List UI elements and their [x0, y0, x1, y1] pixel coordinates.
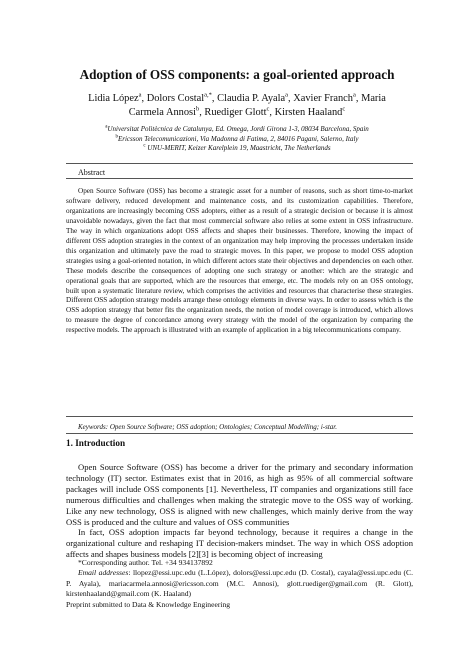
affiliation	[56, 135, 418, 145]
author-affiliation-mark: a	[138, 91, 142, 99]
abstract-bottom-rule	[66, 416, 413, 417]
author-name: Xavier Franch	[293, 93, 353, 104]
author-affiliation-mark: a	[285, 91, 289, 99]
author-name: Carmela Annosi	[128, 107, 196, 118]
affiliation-text: Universitat Politècnica de Catalunya, Ed. Omega, Jordi Girona 1-3, 08034 Barcelona, Spain	[107, 125, 369, 133]
abstract-top-rule	[66, 163, 413, 164]
author-affiliation-mark: c	[342, 105, 346, 113]
author-affiliation-mark: a,*	[204, 91, 212, 99]
email-list: : llopez@essi.upc.edu (L.López), dolors@essi.upc.edu (D. Costal), cayala@essi.upc.edu (C. P. Ayala), mariacarmela.annosi@ericsson.com (M.C. Annosi), glott.ruediger@gmail.com (R. Glott), kirstenhaaland@gmail.com (K. Haaland)	[66, 568, 413, 599]
abstract-text: Open Source Software (OSS) has become a strategic asset for a number of reasons, such as short time-to-market software delivery, reduced development and maintenance costs, and its customization capabilities. Therefore, organizations are increasingly becoming OSS adopters, either as a result of a strategic decision or because it is almost unavoidable nowadays, given the fact that most commercial software also relies at some extent in OSS infrastructure. The way in which organizations adopt OSS affects and shapes their businesses. Therefore, knowing the impact of different OSS adoption strategies in the context of an organization may help improving the processes undertaken inside this organization and ultimately pave the road to strategic moves. In this paper, we propose to model OSS adoption strategies using a goal-oriented notation, in which different actors state their objectives and dependencies on each other. These models describe the consequences of adopting one such strategy or another: which are the strategic and operational goals that are supported, which are the resources that emerge, etc. The models rely on an OSS ontology, built upon a systematic literature review, which comprises the activities and resources that characterise these strategies. Different OSS adoption strategy models arrange these ontology elements in diverse ways. In order to assess which is the OSS adoption strategy that better fits the organization needs, the notion of model coverage is introduced, which allows to measure the degree of concordance among every strategy with the model of the organization by comparing the respective models. The approach is illustrated with an example of application in a big telecommunications company.	[66, 187, 413, 335]
footnotes	[66, 558, 413, 610]
affiliation	[56, 144, 418, 154]
corresponding-author-note: *Corresponding author. Tel. +34 934137892	[78, 558, 213, 567]
author-name: Ruediger Glott	[204, 107, 267, 118]
body-paragraph: Open Source Software (OSS) has become a driver for the primary and secondary information technology (IT) sector. Estimates exist that in 2016, as high as 95% of all commercial software packages will include OSS components [1]. Nevertheless, IT companies and organizations still face numerous difficulties and challenges when making the strategic move to the OSS way of working. Like any new technology, OSS is aligned with new challenges, which mainly derive from the way OSS is produced and the culture and values of OSS communities	[66, 462, 413, 527]
affiliation-text: Ericsson Telecomunicazioni, Via Madonna di Fatima, 2, 84016 Pagani, Salerno, Italy	[117, 134, 359, 143]
affiliation	[56, 125, 418, 135]
affiliations	[56, 125, 418, 154]
keywords: Keywords: Open Source Software; OSS adoption; Ontologies; Conceptual Modelling; i-star.	[78, 423, 337, 431]
section-heading-introduction: 1. Introduction	[66, 438, 126, 448]
author-affiliation-mark: c	[266, 105, 270, 113]
author-name: Kirsten Haaland	[274, 107, 343, 118]
keywords-rule	[66, 433, 413, 434]
affiliation-mark: c	[143, 143, 146, 149]
abstract-heading-rule	[66, 178, 413, 179]
author-line-2: Carmela Annosi$^b$, Ruediger Glott$^c$, Kirsten Haaland$^c$	[128, 105, 346, 118]
author-name: Maria	[361, 93, 386, 104]
author-list	[56, 92, 418, 120]
author-line-1: Lidia López$^a$, Dolors Costal$^{a,*}$, Claudia P. Ayala$^a$, Xavier Franch$^a$, Maria	[88, 91, 386, 104]
preprint-note: Preprint submitted to Data & Knowledge Engineering	[66, 599, 231, 609]
paper-title: Adoption of OSS components: a goal-oriented approach	[79, 67, 395, 82]
author-name: Claudia P. Ayala	[217, 93, 286, 104]
author-affiliation-mark: a	[352, 91, 356, 99]
introduction-body	[66, 462, 413, 560]
author-affiliation-mark: b	[195, 105, 200, 113]
affiliation-text: UNU-MERIT, Keizer Karelplein 19, Maastricht, The Netherlands	[147, 144, 331, 153]
email-label: Email addresses	[78, 568, 129, 578]
author-name: Dolors Costal	[146, 93, 205, 104]
email-addresses-note	[66, 568, 413, 599]
abstract-heading: Abstract	[78, 168, 106, 177]
affiliation-mark: b	[115, 134, 118, 140]
author-name: Lidia López	[88, 93, 139, 104]
affiliation-mark: a	[105, 124, 108, 130]
body-paragraph: In fact, OSS adoption impacts far beyond technology, because it requires a change in the organizational culture and reshaping IT decision-makers mindset. The way in which OSS adoption affects and shapes business models [2][3] is becoming object of increasing	[66, 527, 413, 560]
